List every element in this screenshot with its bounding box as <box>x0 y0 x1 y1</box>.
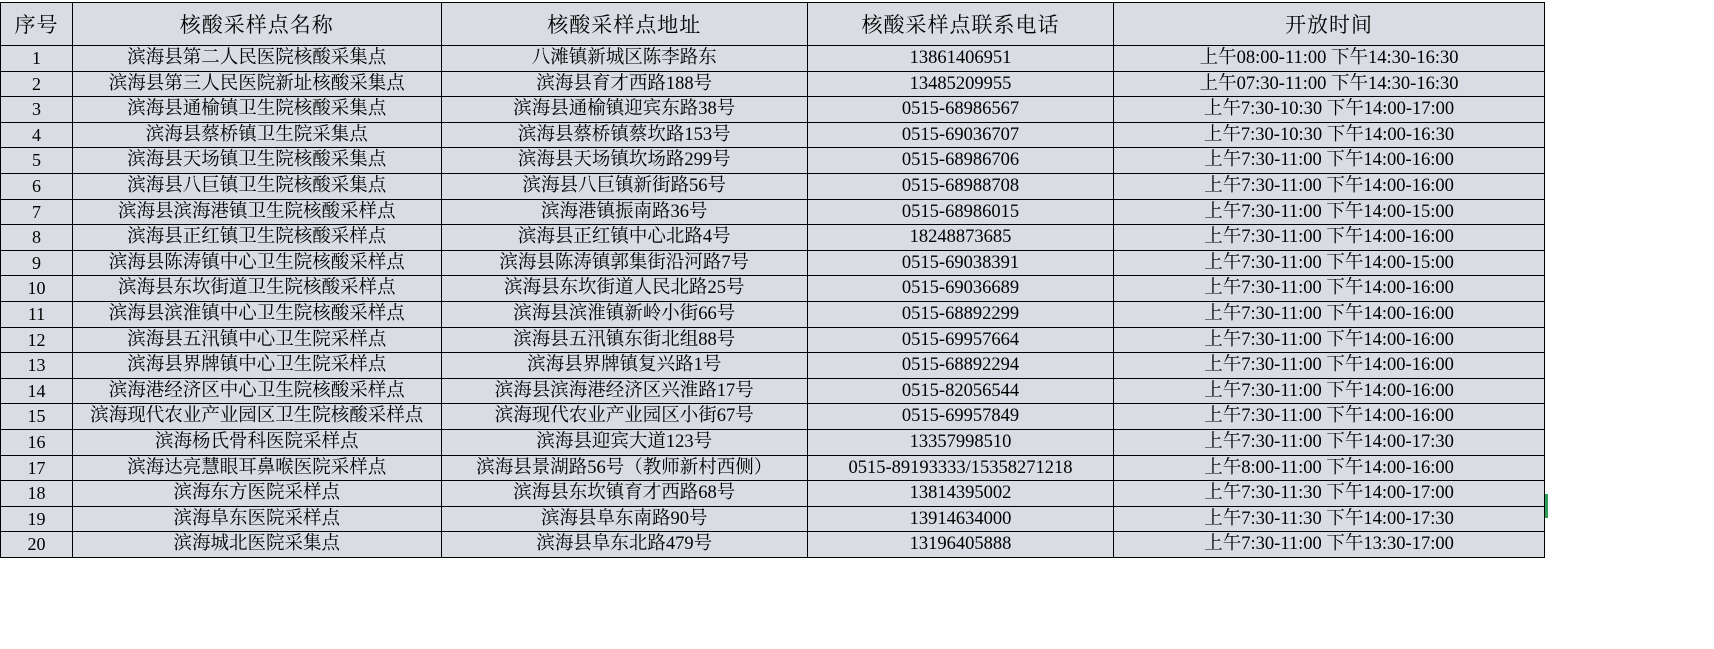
cell-site-address: 滨海县五汛镇东街北组88号 <box>441 327 807 353</box>
cell-open-hours: 上午7:30-11:00 下午14:00-15:00 <box>1114 199 1545 225</box>
cell-index: 10 <box>1 276 73 302</box>
cell-index: 18 <box>1 481 73 507</box>
cell-open-hours: 上午7:30-11:00 下午13:30-17:00 <box>1114 532 1545 558</box>
column-header-open-hours-label: 开放时间 <box>1285 13 1374 37</box>
cell-open-hours: 上午7:30-11:00 下午14:00-16:00 <box>1114 378 1545 404</box>
cell-open-hours: 上午7:30-11:00 下午14:00-16:00 <box>1114 404 1545 430</box>
cell-index: 19 <box>1 506 73 532</box>
cell-site-address: 滨海县东坎街道人民北路25号 <box>441 276 807 302</box>
table-row <box>1 250 1545 276</box>
cell-open-hours: 上午7:30-11:00 下午14:00-16:00 <box>1114 148 1545 174</box>
table-row <box>1 225 1545 251</box>
cell-site-name: 滨海杨氏骨科医院采样点 <box>72 429 441 455</box>
table-row <box>1 327 1545 353</box>
cell-site-name: 滨海县陈涛镇中心卫生院核酸采样点 <box>72 250 441 276</box>
cell-site-address: 滨海县阜东北路479号 <box>441 532 807 558</box>
cell-site-name: 滨海县八巨镇卫生院核酸采集点 <box>72 173 441 199</box>
cell-site-address: 滨海现代农业产业园区小街67号 <box>441 404 807 430</box>
cell-site-phone: 0515-68892299 <box>807 301 1113 327</box>
cell-site-phone: 13357998510 <box>807 429 1113 455</box>
cell-index: 12 <box>1 327 73 353</box>
cell-site-name: 滨海县界牌镇中心卫生院采样点 <box>72 353 441 379</box>
column-header-index <box>1 3 73 46</box>
cell-site-phone: 13485209955 <box>807 71 1113 97</box>
cell-open-hours: 上午7:30-11:00 下午14:00-16:00 <box>1114 173 1545 199</box>
table-row <box>1 199 1545 225</box>
cell-open-hours: 上午7:30-11:00 下午14:00-16:00 <box>1114 353 1545 379</box>
cell-open-hours: 上午08:00-11:00 下午14:30-16:30 <box>1114 46 1545 72</box>
column-header-open-hours <box>1114 3 1545 46</box>
cell-open-hours: 上午07:30-11:00 下午14:30-16:30 <box>1114 71 1545 97</box>
cell-site-address: 滨海县东坎镇育才西路68号 <box>441 481 807 507</box>
cell-index: 1 <box>1 46 73 72</box>
cell-index: 5 <box>1 148 73 174</box>
cell-site-address: 滨海县景湖路56号（教师新村西侧） <box>441 455 807 481</box>
cell-site-name: 滨海县五汛镇中心卫生院采样点 <box>72 327 441 353</box>
cell-site-phone: 13196405888 <box>807 532 1113 558</box>
table-row <box>1 301 1545 327</box>
cell-index: 4 <box>1 122 73 148</box>
table-row <box>1 71 1545 97</box>
cell-index: 20 <box>1 532 73 558</box>
table-row <box>1 404 1545 430</box>
cell-open-hours: 上午7:30-11:00 下午14:00-16:00 <box>1114 276 1545 302</box>
table-row <box>1 46 1545 72</box>
cell-site-phone: 0515-69957849 <box>807 404 1113 430</box>
table-body <box>1 46 1545 558</box>
cell-site-address: 滨海县蔡桥镇蔡坎路153号 <box>441 122 807 148</box>
cell-site-name: 滨海县第三人民医院新址核酸采集点 <box>72 71 441 97</box>
cell-site-address: 滨海县天场镇坎场路299号 <box>441 148 807 174</box>
cell-index: 16 <box>1 429 73 455</box>
table-row <box>1 97 1545 123</box>
cell-open-hours: 上午7:30-11:00 下午14:00-17:30 <box>1114 429 1545 455</box>
cell-open-hours: 上午7:30-11:30 下午14:00-17:00 <box>1114 481 1545 507</box>
cell-site-address: 滨海县滨淮镇新岭小街66号 <box>441 301 807 327</box>
cell-site-name: 滨海县东坎街道卫生院核酸采样点 <box>72 276 441 302</box>
table-row <box>1 506 1545 532</box>
column-header-site-phone-label: 核酸采样点联系电话 <box>861 13 1060 37</box>
column-header-site-name-label: 核酸采样点名称 <box>179 13 334 37</box>
table-header-row <box>1 3 1545 46</box>
cell-site-phone: 0515-69036689 <box>807 276 1113 302</box>
cell-index: 13 <box>1 353 73 379</box>
cell-site-phone: 13814395002 <box>807 481 1113 507</box>
cell-site-name: 滨海县滨海港镇卫生院核酸采样点 <box>72 199 441 225</box>
cell-site-address: 滨海县迎宾大道123号 <box>441 429 807 455</box>
cell-site-address: 滨海县阜东南路90号 <box>441 506 807 532</box>
cell-site-name: 滨海县正红镇卫生院核酸采样点 <box>72 225 441 251</box>
cell-site-phone: 13914634000 <box>807 506 1113 532</box>
column-header-site-address-label: 核酸采样点地址 <box>547 13 702 37</box>
table-row <box>1 148 1545 174</box>
cell-site-phone: 13861406951 <box>807 46 1113 72</box>
cell-site-address: 滨海县育才西路188号 <box>441 71 807 97</box>
cell-open-hours: 上午7:30-11:30 下午14:00-17:30 <box>1114 506 1545 532</box>
cell-site-name: 滨海县天场镇卫生院核酸采集点 <box>72 148 441 174</box>
cell-site-phone: 0515-68986706 <box>807 148 1113 174</box>
cell-site-phone: 0515-68892294 <box>807 353 1113 379</box>
nucleic-acid-sampling-sites-table <box>0 2 1545 558</box>
cell-site-phone: 18248873685 <box>807 225 1113 251</box>
cell-site-address: 八滩镇新城区陈李路东 <box>441 46 807 72</box>
cell-open-hours: 上午7:30-10:30 下午14:00-16:30 <box>1114 122 1545 148</box>
cell-index: 11 <box>1 301 73 327</box>
cell-site-name: 滨海县滨淮镇中心卫生院核酸采样点 <box>72 301 441 327</box>
cell-site-name: 滨海达亮慧眼耳鼻喉医院采样点 <box>72 455 441 481</box>
cell-site-phone: 0515-82056544 <box>807 378 1113 404</box>
cell-site-address: 滨海县通榆镇迎宾东路38号 <box>441 97 807 123</box>
cell-site-name: 滨海县第二人民医院核酸采集点 <box>72 46 441 72</box>
cell-site-name: 滨海县通榆镇卫生院核酸采集点 <box>72 97 441 123</box>
column-header-index-label: 序号 <box>14 13 59 37</box>
cell-site-address: 滨海县陈涛镇郭集街沿河路7号 <box>441 250 807 276</box>
cell-site-name: 滨海阜东医院采样点 <box>72 506 441 532</box>
cell-site-address: 滨海县界牌镇复兴路1号 <box>441 353 807 379</box>
table-row <box>1 532 1545 558</box>
cell-open-hours: 上午7:30-10:30 下午14:00-17:00 <box>1114 97 1545 123</box>
cell-site-phone: 0515-69957664 <box>807 327 1113 353</box>
table-row <box>1 173 1545 199</box>
cell-index: 9 <box>1 250 73 276</box>
cell-index: 2 <box>1 71 73 97</box>
column-header-site-phone <box>807 3 1113 46</box>
cell-site-phone: 0515-69038391 <box>807 250 1113 276</box>
cell-open-hours: 上午7:30-11:00 下午14:00-16:00 <box>1114 327 1545 353</box>
cell-site-name: 滨海港经济区中心卫生院核酸采样点 <box>72 378 441 404</box>
cell-site-name: 滨海城北医院采集点 <box>72 532 441 558</box>
selection-edge-marker <box>1545 494 1548 518</box>
table-row <box>1 481 1545 507</box>
cell-site-address: 滨海县八巨镇新街路56号 <box>441 173 807 199</box>
cell-open-hours: 上午7:30-11:00 下午14:00-16:00 <box>1114 301 1545 327</box>
table-row <box>1 122 1545 148</box>
table-row <box>1 353 1545 379</box>
cell-site-name: 滨海现代农业产业园区卫生院核酸采样点 <box>72 404 441 430</box>
cell-index: 6 <box>1 173 73 199</box>
cell-site-address: 滨海港镇振南路36号 <box>441 199 807 225</box>
cell-index: 14 <box>1 378 73 404</box>
cell-site-address: 滨海县滨海港经济区兴淮路17号 <box>441 378 807 404</box>
cell-index: 3 <box>1 97 73 123</box>
table-row <box>1 378 1545 404</box>
column-header-site-name <box>72 3 441 46</box>
cell-index: 15 <box>1 404 73 430</box>
cell-open-hours: 上午7:30-11:00 下午14:00-16:00 <box>1114 225 1545 251</box>
cell-site-name: 滨海东方医院采样点 <box>72 481 441 507</box>
cell-site-phone: 0515-89193333/15358271218 <box>807 455 1113 481</box>
cell-site-phone: 0515-68988708 <box>807 173 1113 199</box>
cell-index: 8 <box>1 225 73 251</box>
column-header-site-address <box>441 3 807 46</box>
table-header <box>1 3 1545 46</box>
cell-open-hours: 上午8:00-11:00 下午14:00-16:00 <box>1114 455 1545 481</box>
cell-site-address: 滨海县正红镇中心北路4号 <box>441 225 807 251</box>
cell-index: 7 <box>1 199 73 225</box>
cell-site-phone: 0515-68986015 <box>807 199 1113 225</box>
table-row <box>1 429 1545 455</box>
cell-open-hours: 上午7:30-11:00 下午14:00-15:00 <box>1114 250 1545 276</box>
cell-site-name: 滨海县蔡桥镇卫生院采集点 <box>72 122 441 148</box>
table-row <box>1 455 1545 481</box>
table-row <box>1 276 1545 302</box>
cell-index: 17 <box>1 455 73 481</box>
cell-site-phone: 0515-68986567 <box>807 97 1113 123</box>
cell-site-phone: 0515-69036707 <box>807 122 1113 148</box>
